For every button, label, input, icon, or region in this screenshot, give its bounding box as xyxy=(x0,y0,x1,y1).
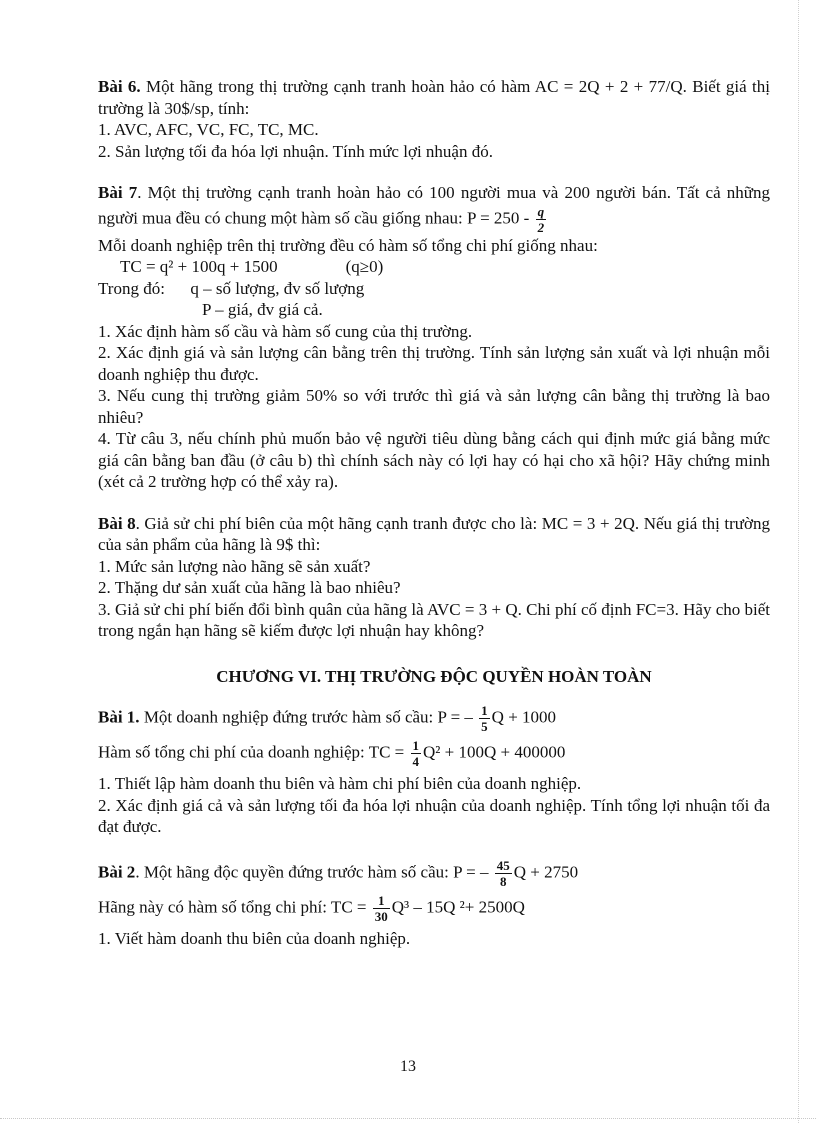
chapter6-exercise-2 xyxy=(98,858,770,950)
exercise-7-where-q: Trong đó: q – số lượng, đv số lượng xyxy=(98,278,365,298)
exercise-7-item-3: 3. Nếu cung thị trường giảm 50% so với trước thì giá và sản lượng cân bằng thị trường là bao nhiêu? xyxy=(98,386,770,427)
exercise-8-statement: Bài 8. Giả sử chi phí biên của một hãng cạnh tranh được cho là: MC = 3 + 2Q. Nếu giá thị trường của sản phẩm của hãng là 9$ thì: xyxy=(98,513,770,554)
exercise-7-item-4: 4. Từ câu 3, nếu chính phủ muốn bảo vệ người tiêu dùng bằng cách qui định mức giá bằng mức giá cân bằng ban đầu (ở câu b) thì chính sách này có lợi hay có hại cho xã hội? Hãy chứng minh (xét cả 2 trường hợp có thể xảy ra). xyxy=(98,429,770,491)
c6-ex2-title: Bài 2 xyxy=(98,861,136,881)
exercise-6-title: Bài 6. xyxy=(98,77,141,96)
exercise-6 xyxy=(98,76,770,162)
c6-ex1-demand: Bài 1. Một doanh nghiệp đứng trước hàm số cầu: P = – $\frac{1}{5}$ Q + 1000 xyxy=(98,703,557,734)
exercise-7 xyxy=(98,182,770,493)
c6-ex2-demand-fraction: $\frac{45}{8}$ xyxy=(496,857,510,889)
demand-fraction: $\frac{q}{2}$ xyxy=(537,203,545,235)
c6-ex1-item-1: 1. Thiết lập hàm doanh thu biên và hàm chi phí biên của doanh nghiệp. xyxy=(98,774,582,793)
c6-ex2-cost-fraction: $\frac{1}{30}$ xyxy=(374,892,388,924)
c6-ex1-cost-fraction: $\frac{1}{4}$ xyxy=(412,738,420,769)
exercise-8 xyxy=(98,513,770,642)
c6-ex2-cost: Hãng này có hàm số tổng chi phí: TC = $\frac{1}{30}$ Q³ – 15Q ²+ 2500Q xyxy=(98,892,525,924)
page-number: 13 xyxy=(400,1058,416,1075)
exercise-7-statement: Bài 7. Một thị trường cạnh tranh hoàn hảo có 100 người mua và 200 người bán. Tất cả những người mua đều có chung một hàm số cầu giống nhau: P = 250 - $\frac{q}{2}$ xyxy=(98,183,770,235)
exercise-6-item-1: 1. AVC, AFC, VC, FC, TC, MC. xyxy=(98,120,319,139)
page-bottom-border xyxy=(0,1118,816,1119)
exercise-6-statement: Bài 6. Một hãng trong thị trường cạnh tranh hoàn hảo có hàm AC = 2Q + 2 + 77/Q. Biết giá thị trường là 30$/sp, tính: xyxy=(98,77,771,118)
c6-ex1-cost: Hàm số tổng chi phí của doanh nghiệp: TC = $\frac{1}{4}$ Q² + 100Q + 400000 xyxy=(98,738,566,769)
c6-ex1-item-2: 2. Xác định giá cả và sản lượng tối đa hóa lợi nhuận của doanh nghiệp. Tính tổng lợi nhuận tối đa đạt được. xyxy=(98,795,770,836)
exercise-7-tc-formula: TC = q² + 100q + 1500 (q≥0) xyxy=(120,257,384,276)
exercise-8-item-2: 2. Thặng dư sản xuất của hãng là bao nhiêu? xyxy=(98,578,401,597)
chapter-title: CHƯƠNG VI. THỊ TRƯỜNG ĐỘC QUYỀN HOÀN TOÀN xyxy=(216,666,652,686)
chapter6-exercise-1 xyxy=(98,703,770,838)
exercise-7-item-2: 2. Xác định giá và sản lượng cân bằng trên thị trường. Tính sản lượng sản xuất và lợi nhuận mỗi doanh nghiệp thu được. xyxy=(98,343,770,384)
exercise-7-item-1: 1. Xác định hàm số cầu và hàm số cung của thị trường. xyxy=(98,321,473,341)
exercise-6-item-2: 2. Sản lượng tối đa hóa lợi nhuận. Tính mức lợi nhuận đó. xyxy=(98,141,493,161)
c6-ex2-item-1: 1. Viết hàm doanh thu biên của doanh nghiệp. xyxy=(98,928,411,948)
c6-ex1-demand-fraction: $\frac{1}{5}$ xyxy=(481,703,488,734)
document-page xyxy=(98,76,770,969)
c6-ex2-demand: Bài 2. Một hãng độc quyền đứng trước hàm số cầu: P = – $\frac{45}{8}$ Q + 2750 xyxy=(98,857,579,889)
exercise-8-item-1: 1. Mức sản lượng nào hãng sẽ sản xuất? xyxy=(98,556,371,576)
page-right-border xyxy=(798,0,799,1123)
exercise-7-title: Bài 7 xyxy=(98,183,138,202)
c6-ex1-title: Bài 1. xyxy=(98,707,140,727)
exercise-8-item-3: 3. Giả sử chi phí biến đổi bình quân của hãng là AVC = 3 + Q. Chi phí cố định FC=3. Hãy cho biết trong ngắn hạn hãng sẽ kiếm được lợi nhuận hay không? xyxy=(98,599,770,640)
exercise-7-cost-intro: Mỗi doanh nghiệp trên thị trường đều có hàm số tổng chi phí giống nhau: xyxy=(98,235,598,255)
exercise-8-title: Bài 8 xyxy=(98,513,136,533)
exercise-7-where-p: P – giá, đv giá cả. xyxy=(202,300,323,319)
